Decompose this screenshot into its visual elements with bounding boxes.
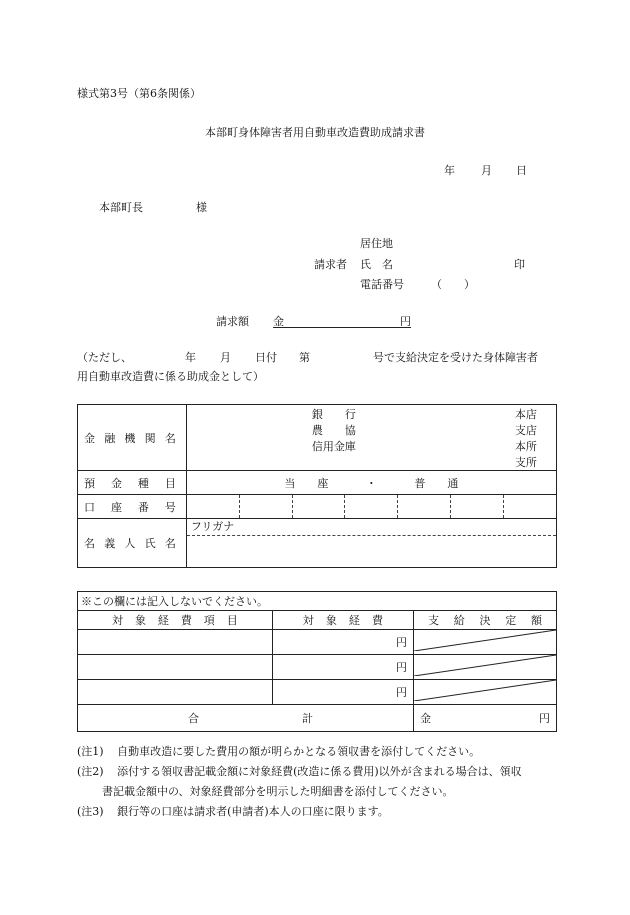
requester-label: 請求者 <box>314 258 347 271</box>
holder-label-cell <box>78 519 187 568</box>
deposit-separator: ・ <box>365 476 377 490</box>
addressee-honorific: 様 <box>196 201 207 214</box>
expense-item-2[interactable] <box>78 655 273 680</box>
note-1 <box>77 742 567 762</box>
notes-section <box>77 742 567 822</box>
account-digit-3[interactable] <box>292 495 345 519</box>
account-digit-1[interactable] <box>186 495 239 519</box>
deposit-type-cell[interactable] <box>186 471 556 495</box>
account-number-label-cell <box>78 495 187 519</box>
bank-account-table <box>77 404 557 568</box>
header-expense-item: 対 象 経 費 項 目 <box>112 614 238 627</box>
amount-prefix: 金 <box>273 315 284 328</box>
form-number: 様式第3号（第6条関係） <box>77 87 201 100</box>
sentence-month: 月 <box>220 351 231 364</box>
amount-field[interactable] <box>273 312 411 328</box>
total-suffix: 円 <box>539 712 550 725</box>
branch-type-head-office: 本店 <box>514 408 537 421</box>
expense-amount-2[interactable] <box>272 655 413 680</box>
yen-unit: 円 <box>395 661 407 674</box>
sentence-number-prefix: 第 <box>299 351 310 364</box>
document-title: 本部町身体障害者用自動車改造費助成請求書 <box>205 126 425 139</box>
header-decision: 支 給 決 定 額 <box>427 614 542 627</box>
sentence-open: （ただし、 <box>77 351 132 364</box>
note-2-label: (注2) <box>77 765 104 778</box>
yen-unit: 円 <box>395 686 407 699</box>
branch-type-list <box>515 407 537 471</box>
strike-line <box>414 655 556 676</box>
seal-mark: 印 <box>514 258 525 271</box>
total-amount-cell[interactable] <box>413 705 556 732</box>
expense-amount-3[interactable] <box>272 680 413 705</box>
sentence-tail: 号で支給決定を受けた身体障害者 <box>373 351 538 364</box>
strike-line <box>414 680 556 701</box>
name-label: 氏 名 <box>360 258 393 271</box>
institution-label: 金 融 機 関 名 <box>84 431 176 445</box>
furigana-label: フリガナ <box>187 519 556 536</box>
date-month: 月 <box>481 164 492 177</box>
note-3-label: (注3) <box>77 805 104 818</box>
phone-parentheses: （ ） <box>431 278 475 291</box>
note-1-text: 自動車改造に要した費用の額が明らかとなる領収書を添付してください。 <box>117 745 481 758</box>
branch-type-main-office: 本所 <box>514 440 537 453</box>
institution-input-cell[interactable] <box>186 405 556 471</box>
deposit-type-label: 預 金 種 目 <box>84 476 176 490</box>
note-2 <box>77 762 567 782</box>
note-3-text: 銀行等の口座は請求者(申請者)本人の口座に限ります。 <box>117 805 389 818</box>
decision-cell-3 <box>413 680 556 705</box>
date-year: 年 <box>444 164 455 177</box>
yen-unit: 円 <box>395 636 407 649</box>
note-2-text: 添付する領収書記載金額に対象経費(改造に係る費用)以外が含まれる場合は、領収 <box>117 765 522 778</box>
address-label: 居住地 <box>360 237 393 250</box>
date-day: 日 <box>516 164 527 177</box>
branch-type-sub-office: 支所 <box>514 456 537 469</box>
addressee-name: 本部町長 <box>99 201 143 214</box>
amount-suffix: 円 <box>400 315 411 328</box>
header-expense-cell <box>272 611 413 630</box>
deposit-current[interactable]: 当 座 <box>284 476 329 490</box>
header-decision-cell <box>413 611 556 630</box>
amount-label: 請求額 <box>216 315 249 328</box>
sentence-year: 年 <box>185 351 196 364</box>
bank-type-bank: 銀 行 <box>311 408 356 421</box>
account-digit-4[interactable] <box>345 495 398 519</box>
bank-type-list <box>312 407 356 455</box>
deposit-ordinary[interactable]: 普 通 <box>414 476 459 490</box>
account-number-label: 口 座 番 号 <box>84 500 176 514</box>
bank-type-shinkin: 信用金庫 <box>311 440 356 453</box>
total-label-cell <box>78 705 414 732</box>
strike-line <box>414 630 556 651</box>
account-digit-6[interactable] <box>451 495 504 519</box>
holder-label: 名 義 人 氏 名 <box>84 537 176 550</box>
note-2-continued: 書記載金額中の、対象経費部分を明示した明細書を添付してください。 <box>102 785 454 798</box>
decision-cell-2 <box>413 655 556 680</box>
account-digit-2[interactable] <box>239 495 292 519</box>
account-digit-7[interactable] <box>504 495 557 519</box>
total-prefix: 金 <box>419 712 431 725</box>
bank-type-ja: 農 協 <box>311 424 356 437</box>
holder-input-cell[interactable] <box>186 519 556 568</box>
account-digit-5[interactable] <box>398 495 451 519</box>
header-expense: 対 象 経 費 <box>302 614 383 627</box>
branch-type-branch: 支店 <box>514 424 537 437</box>
note-sentence-line2: 用自動車改造費に係る助成金として） <box>77 370 264 383</box>
note-3 <box>77 802 567 822</box>
expense-amount-1[interactable] <box>272 630 413 655</box>
note-sentence-line1 <box>77 349 557 365</box>
header-expense-item-cell <box>78 611 273 630</box>
expense-item-3[interactable] <box>78 680 273 705</box>
deposit-type-label-cell <box>78 471 187 495</box>
expense-item-1[interactable] <box>78 630 273 655</box>
institution-label-cell <box>78 405 187 471</box>
office-use-table <box>77 591 557 732</box>
sentence-day: 日付 <box>255 351 277 364</box>
phone-label: 電話番号 <box>360 278 404 291</box>
total-label: 合 計 <box>188 712 313 725</box>
decision-cell-1 <box>413 630 556 655</box>
note-1-label: (注1) <box>77 745 104 758</box>
office-notice: ※この欄には記入しないでください。 <box>78 592 557 611</box>
